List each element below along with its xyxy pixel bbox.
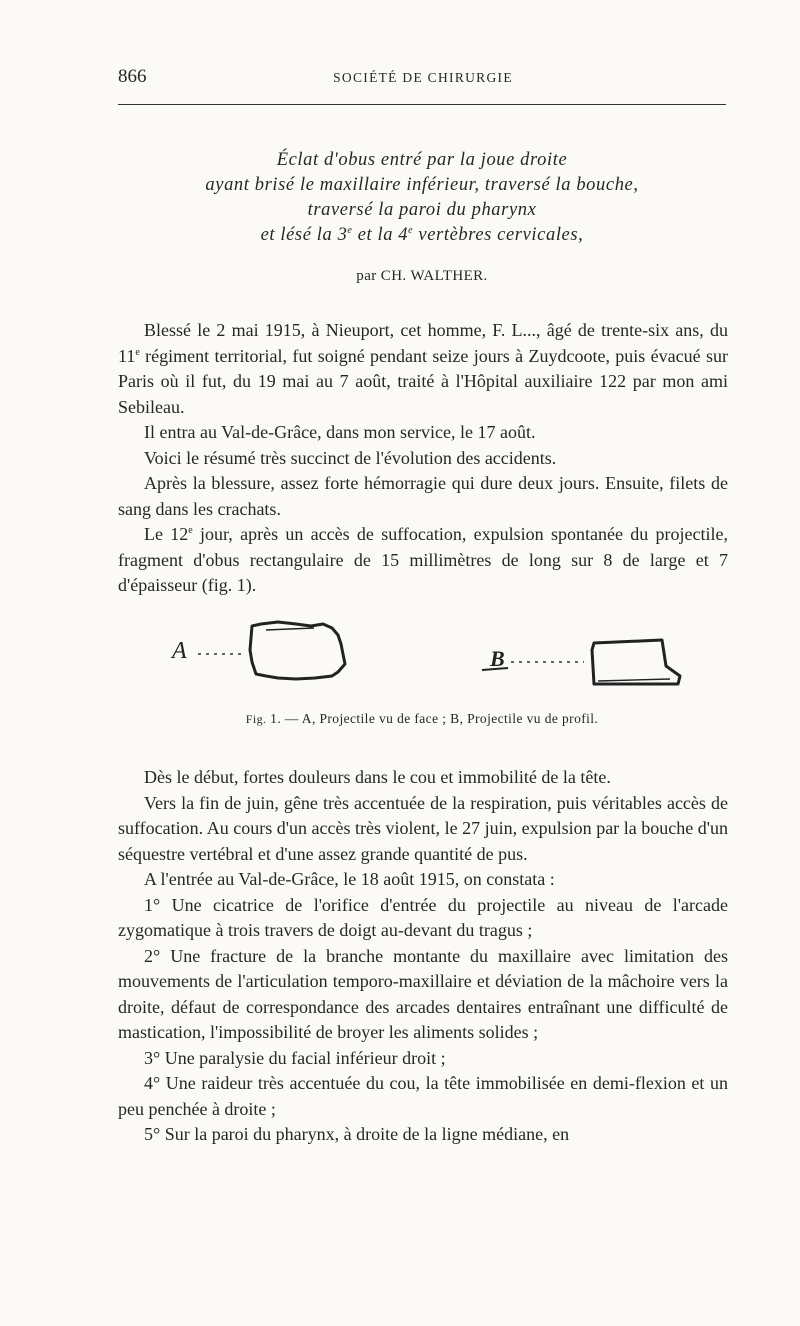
running-title: SOCIÉTÉ DE CHIRURGIE bbox=[333, 70, 513, 85]
title-line bbox=[118, 148, 726, 173]
superscript: e bbox=[135, 346, 140, 358]
text-run: et lésé la 3 bbox=[260, 225, 348, 245]
text-run: Il entra au Val-de-Grâce, dans mon service, le 17 août. bbox=[144, 422, 536, 442]
superscript: e bbox=[408, 225, 414, 236]
text-run: 5° Sur la paroi du pharynx, à droite de la ligne médiane, en bbox=[144, 1124, 570, 1144]
paragraph bbox=[118, 1046, 728, 1072]
text-run: Éclat d'obus entré par la joue droite bbox=[276, 150, 568, 170]
paragraph bbox=[118, 471, 728, 522]
projectile-profile-base-mark bbox=[598, 679, 670, 681]
byline: par CH. WALTHER. bbox=[356, 268, 488, 284]
paragraph bbox=[118, 1122, 728, 1148]
figure-drawing bbox=[118, 610, 726, 710]
paragraph bbox=[118, 1071, 728, 1122]
text-run: 4° Une raideur très accentuée du cou, la tête immobilisée en demi-flexion et un peu penchée à droite ; bbox=[118, 1073, 728, 1119]
figure-caption bbox=[118, 711, 726, 727]
text-run: Le 12 bbox=[144, 524, 189, 544]
text-run: Blessé le 2 mai 1915, à Nieuport, cet homme, F. L..., âgé de trente-six ans, du 11 bbox=[118, 320, 728, 366]
paragraph bbox=[118, 522, 728, 599]
label-a: A bbox=[172, 638, 187, 664]
article-title bbox=[118, 148, 726, 248]
body-text-upper bbox=[118, 318, 728, 599]
text-run: Dès le début, fortes douleurs dans le cou et immobilité de la tête. bbox=[144, 767, 611, 787]
text-run: et la 4 bbox=[352, 225, 409, 245]
paragraph bbox=[118, 867, 728, 893]
text-run: 3° Une paralysie du facial inférieur droit ; bbox=[144, 1047, 446, 1068]
page-number: 866 bbox=[118, 66, 147, 87]
text-run: 1° Une cicatrice de l'orifice d'entrée du projectile au niveau de l'arcade zygomatique à trois travers de doigt au-devant du tragus ; bbox=[118, 894, 728, 940]
label-b: B bbox=[490, 646, 505, 671]
body-text-lower bbox=[118, 765, 728, 1148]
projectile-face-inner-mark bbox=[266, 628, 314, 630]
header-rule bbox=[118, 104, 726, 105]
paragraph bbox=[118, 420, 728, 446]
superscript: e bbox=[188, 525, 193, 536]
text-run: 2° Une fracture de la branche montante du maxillaire avec limitation des mouvements de l'articulation temporo-maxillaire et déviation de la mâchoire vers la droite, défaut de correspondance des arcades dentaires entraînant une difficulté de mastication, l'impossibilité de broyer les aliments solides ; bbox=[118, 945, 728, 1042]
page-header bbox=[118, 66, 728, 90]
title-line bbox=[118, 223, 726, 248]
text-run: traversé la paroi du pharynx bbox=[307, 200, 537, 220]
text-run: Vers la fin de juin, gêne très accentuée de la respiration, puis véritables accès de suffocation. Au cours d'un accès très violent, le 27 juin, expulsion par la bouche d'un séquestre vertébral et d'une assez grande quantité de pus. bbox=[118, 792, 728, 864]
superscript: e bbox=[347, 225, 353, 236]
text-run: Voici le résumé très succinct de l'évolution des accidents. bbox=[144, 447, 557, 468]
projectile-profile-outline bbox=[592, 640, 680, 684]
text-run: régiment territorial, fut soigné pendant seize jours à Zuydcoote, puis évacué sur Paris où il fut, du 19 mai au 7 août, traité à l'Hôpital auxiliaire 122 par mon ami Sebileau. bbox=[118, 345, 728, 417]
text-run: jour, après un accès de suffocation, expulsion spontanée du projectile, fragment d'obus rectangulaire de 15 millimètres de long sur 8 de large et 7 d'épaisseur (fig. 1). bbox=[118, 524, 728, 595]
text-run: A l'entrée au Val-de-Grâce, le 18 août 1915, on constata : bbox=[144, 869, 555, 889]
figure-caption-text: 1. — A, Projectile vu de face ; B, Projectile vu de profil. bbox=[266, 711, 599, 726]
text-run: ayant brisé le maxillaire inférieur, traversé la bouche, bbox=[205, 175, 639, 195]
paragraph bbox=[118, 893, 728, 944]
paragraph bbox=[118, 318, 728, 420]
text-run: Après la blessure, assez forte hémorragie qui dure deux jours. Ensuite, filets de sang dans les crachats. bbox=[118, 473, 728, 519]
title-line bbox=[118, 198, 726, 223]
paragraph bbox=[118, 446, 728, 472]
title-line bbox=[118, 173, 726, 198]
paragraph bbox=[118, 765, 728, 791]
text-run: vertèbres cervicales, bbox=[413, 225, 584, 245]
figure-caption-prefix: Fig. bbox=[245, 712, 267, 726]
paragraph bbox=[118, 944, 728, 1046]
projectile-face-outline bbox=[250, 622, 345, 679]
figure-1 bbox=[118, 610, 726, 710]
paragraph bbox=[118, 791, 728, 868]
